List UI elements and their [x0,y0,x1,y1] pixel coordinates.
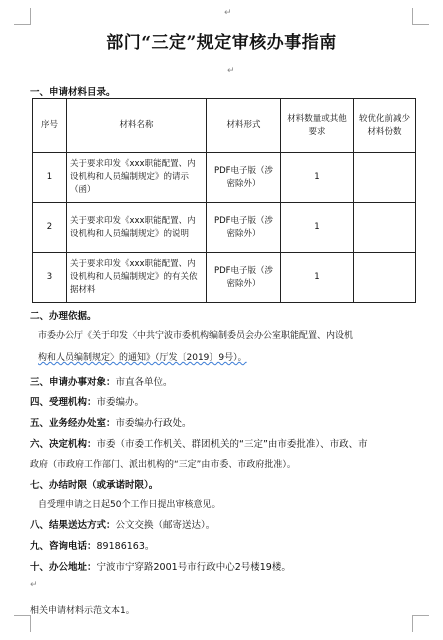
table-row [33,153,416,203]
page-corner-top-right [412,8,429,25]
section-heading-materials[interactable]: 一、申请材料目录。 [30,87,116,98]
section-decision[interactable] [30,436,368,450]
cell-reduced[interactable] [354,203,416,253]
header-reduced[interactable]: 较优化前减少材料份数 [354,99,416,153]
cell-reduced[interactable] [354,253,416,303]
cell-quantity[interactable]: 1 [281,253,354,303]
cell-no[interactable]: 2 [33,203,67,253]
section-phone[interactable] [30,538,154,552]
section-label: 六、决定机构： [30,439,97,450]
section-value: 宁波市宁穿路2001号市行政中心2号楼19楼。 [96,562,291,573]
cell-format[interactable]: PDF电子版（涉密除外） [207,253,281,303]
materials-table [32,98,416,303]
paragraph-mark: ↵ [224,8,232,18]
section-value: 公文交换（邮寄送达）。 [115,520,216,531]
section-heading-basis[interactable]: 二、办理依据。 [30,311,97,322]
section-value: 市委（市委工作机关、群团机关的“三定”由市委批准）、市政、市 [96,439,368,450]
section-acceptance[interactable] [30,394,144,408]
cell-format[interactable]: PDF电子版（涉密除外） [207,153,281,203]
page-corner-top-left [14,8,31,25]
header-name[interactable]: 材料名称 [67,99,207,153]
decision-text-line2[interactable]: 政府（市政府工作部门、派出机构的“三定”由市委、市政府批准）。 [30,460,296,470]
cell-format[interactable]: PDF电子版（涉密除外） [207,203,281,253]
section-label: 五、业务经办处室： [30,418,116,429]
section-label: 八、结果送达方式： [30,520,116,531]
paragraph-mark: ↵ [30,580,38,590]
page-corner-bottom-right [412,615,429,632]
basis-text-line2[interactable]: 构和人员编制规定〉的通知》（厅发〔2019〕9号）。 [38,353,247,363]
table-row [33,203,416,253]
section-label: 九、咨询电话： [30,541,97,552]
section-value: 市委编办。 [96,397,145,408]
section-applicant[interactable] [30,374,173,388]
cell-quantity[interactable]: 1 [281,153,354,203]
table-header-row [33,99,416,153]
time-limit-text[interactable]: 自受理申请之日起50个工作日提出审核意见。 [38,500,221,510]
header-format[interactable]: 材料形式 [207,99,281,153]
cell-no[interactable]: 1 [33,153,67,203]
paragraph-mark: ↵ [227,66,235,76]
section-delivery[interactable] [30,517,215,531]
cell-no[interactable]: 3 [33,253,67,303]
section-heading-time-limit[interactable]: 七、办结时限（或承诺时限）。 [30,480,159,491]
section-label: 四、受理机构： [30,397,97,408]
section-value: 89186163。 [96,541,155,552]
header-quantity[interactable]: 材料数量或其他要求 [281,99,354,153]
page-corner-bottom-left [14,615,31,632]
cell-reduced[interactable] [354,153,416,203]
footer-text[interactable]: 相关申请材料示范文本1。 [30,606,135,616]
cell-name[interactable]: 关于要求印发《xxx职能配置、内设机构和人员编制规定》的说明 [67,203,207,253]
cell-quantity[interactable]: 1 [281,203,354,253]
cell-name[interactable]: 关于要求印发《xxx职能配置、内设机构和人员编制规定》的请示（函） [67,153,207,203]
section-handling-office[interactable] [30,415,192,429]
section-value: 市直各单位。 [115,377,173,388]
basis-text-line1[interactable]: 市委办公厅《关于印发〈中共宁波市委机构编制委员会办公室职能配置、内设机 [38,331,354,341]
page-title[interactable]: 部门“三定”规定审核办事指南 [106,33,337,53]
section-label: 三、申请办事对象： [30,377,116,388]
section-address[interactable] [30,559,291,573]
header-no[interactable]: 序号 [33,99,67,153]
section-value: 市委编办行政处。 [115,418,192,429]
section-label: 十、办公地址： [30,562,97,573]
cell-name[interactable]: 关于要求印发《xxx职能配置、内设机构和人员编制规定》的有关依据材料 [67,253,207,303]
table-row [33,253,416,303]
